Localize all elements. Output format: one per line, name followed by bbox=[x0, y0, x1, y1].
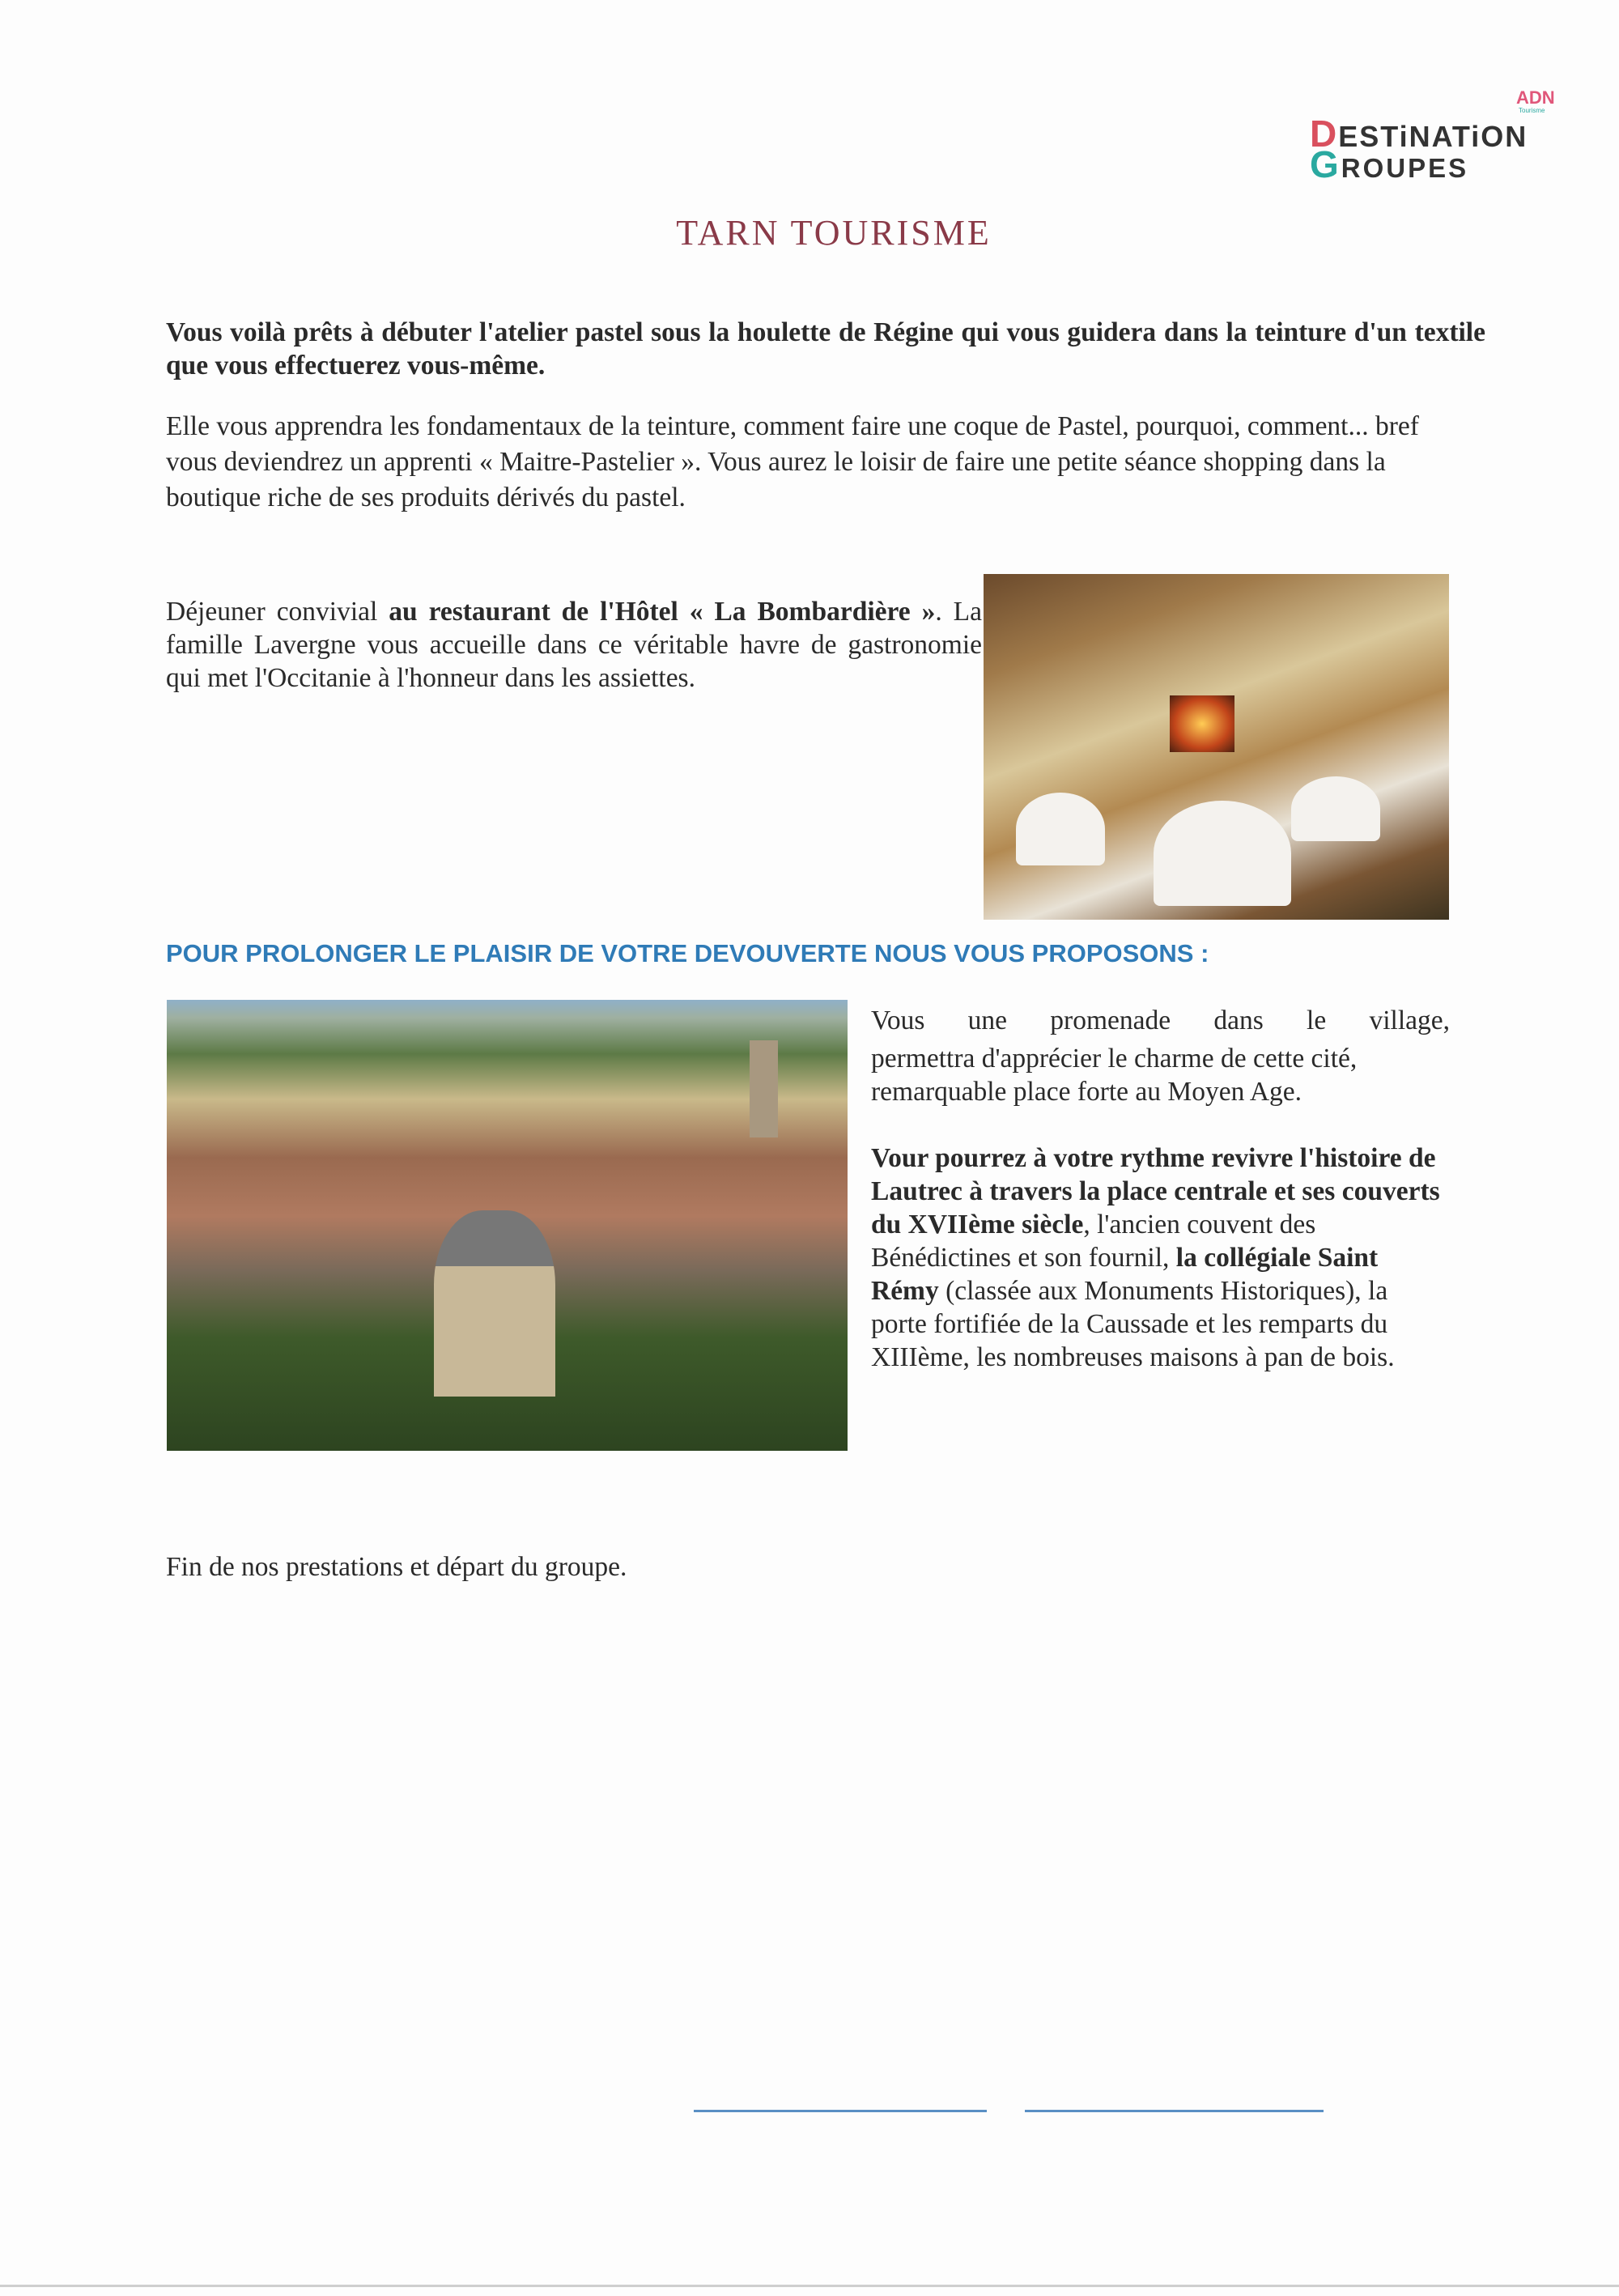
intro-bold: Vous voilà prêts à débuter l'atelier pastel sous la houlette de Régine qui vous guidera dans la teinture d'un textile que vous effectuerez vous-même. bbox=[166, 317, 1485, 381]
history-paragraph bbox=[871, 1142, 1450, 1374]
history-bold2: la collégiale Saint Rémy bbox=[871, 1243, 1379, 1306]
intro-body: Elle vous apprendra les fondamentaux de la teinture, comment faire une coque de Pastel, pourquoi, comment... bref vous deviendrez un apprenti « Maitre-Pastelier ». Vous aurez le loisir de faire une petite séance shopping dans la boutique riche de ses produits dérivés du pastel. bbox=[166, 411, 1419, 512]
lautrec-village-photo bbox=[167, 1000, 848, 1451]
lunch-paragraph bbox=[166, 595, 982, 695]
lunch-post: . La famille Lavergne vous accueille dans ce véritable havre de gastronomie qui met l'Occitanie à l'honneur dans les assiettes. bbox=[166, 597, 982, 693]
walk-paragraph bbox=[871, 1004, 1450, 1108]
walk-line1: Vous une promenade dans le village, bbox=[871, 1006, 1450, 1035]
page-title: TARN TOURISME bbox=[676, 213, 992, 253]
signature-line-left bbox=[694, 2110, 987, 2112]
destination-groupes-logo: DESTiNATiON GROUPES ADN Tourisme bbox=[1310, 87, 1555, 185]
restaurant-photo bbox=[984, 574, 1449, 920]
closing-text: Fin de nos prestations et départ du groupe. bbox=[166, 1552, 627, 1582]
history-bold1: Vour pourrez à votre rythme revivre l'histoire de Lautrec à travers la place centrale et ses couverts du XVIIème siècle bbox=[871, 1143, 1440, 1239]
history-t2: (classée aux Monuments Historiques), la porte fortifiée de la Caussade et les remparts du XIIIème, les nombreuses maisons à pan de bois. bbox=[871, 1276, 1395, 1372]
walk-rest: permettra d'apprécier le charme de cette cité, remarquable place forte au Moyen Age. bbox=[871, 1044, 1358, 1107]
page-border bbox=[0, 2285, 1619, 2287]
history-t1: , l'ancien couvent des Bénédictines et son fournil, bbox=[871, 1210, 1316, 1273]
signature-line-right bbox=[1025, 2110, 1324, 2112]
lunch-pre: Déjeuner convivial bbox=[166, 597, 389, 627]
lunch-bold: au restaurant de l'Hôtel « La Bombardière » bbox=[389, 597, 936, 627]
section-heading: POUR PROLONGER LE PLAISIR DE VOTRE DEVOUVERTE NOUS VOUS PROPOSONS : bbox=[166, 939, 1209, 967]
